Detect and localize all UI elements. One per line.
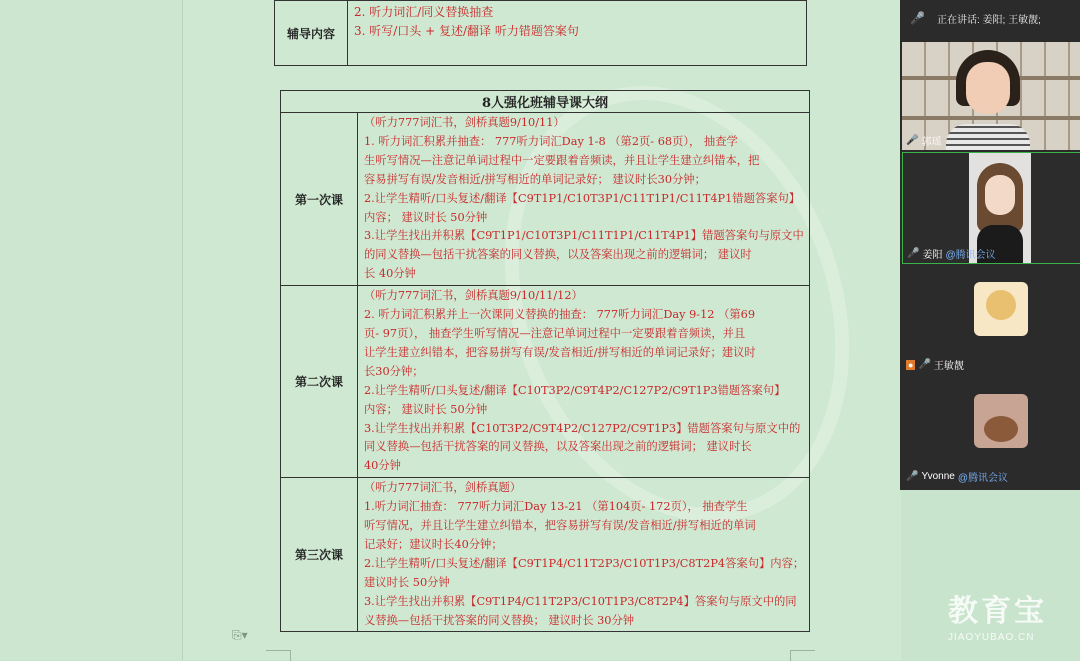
session-label: 第三次课 — [281, 478, 358, 632]
session-content — [358, 286, 810, 478]
microphone-speaking-icon: 🎤 — [907, 248, 920, 259]
paragraph-anchor-icon[interactable]: ⎘▾ — [232, 628, 248, 642]
session-line: 40分钟 — [364, 459, 401, 473]
session-line: （听力777词汇书，剑桥真题9/10/11/12） — [364, 289, 583, 303]
session-line: 内容； 建议时长 50分钟 — [364, 210, 488, 224]
session-row — [281, 113, 810, 286]
session-line: （听力777词汇书，剑桥真题） — [364, 481, 522, 495]
avatar — [974, 282, 1028, 336]
top-table-line: 3. 听写/口头 + 复述/翻译 听力错题答案句 — [354, 24, 579, 38]
session-line: 听写情况，并且让学生建立纠错本，把容易拼写有误/发音相近/拼写相近的单词 — [364, 519, 756, 533]
participant-name: 王敏靓 — [933, 361, 964, 372]
session-line: 容易拼写有误/发音相近/拼写相近的单词记录好； 建议时长30分钟； — [364, 172, 706, 186]
avatar — [974, 394, 1028, 448]
session-line: 1.听力词汇抽查： 777听力词汇Day 13-21 （第104页- 172页）， 抽查学生 — [364, 500, 748, 514]
session-label: 第一次课 — [281, 113, 358, 286]
session-line: 3.让学生找出并积累【C9T1P4/C11T2P3/C10T1P3/C8T2P4】答案句与原文中的同 — [364, 594, 797, 608]
brand-name: 教育宝 — [948, 595, 1047, 628]
session-line: 长30分钟； — [364, 364, 424, 378]
session-line: （听力777词汇书，剑桥真题9/10/11） — [364, 116, 565, 129]
session-line: 2.让学生精听/口头复述/翻译【C10T3P2/C9T4P2/C127P2/C9T1P3错题答案句】 — [364, 383, 786, 397]
page-corner-marker-right — [790, 650, 815, 661]
participant-name: 郭瑶 — [921, 137, 942, 148]
microphone-muted-icon: 🎤 — [906, 471, 919, 482]
participant-face — [966, 62, 1010, 114]
meeting-panel — [900, 0, 1080, 490]
participant-label — [906, 133, 941, 148]
participant-label — [906, 357, 964, 372]
table-title: 8人强化班辅导课大纲 — [281, 91, 810, 113]
speaking-label: 正在讲话: 姜阳; 王敏靓; — [936, 14, 1041, 26]
session-line: 2. 听力词汇积累并上一次课同义替换的抽查： 777听力词汇Day 9-12 （第69 — [364, 308, 756, 322]
session-line: 让学生建立纠错本，把容易拼写有误/发音相近/拼写相近的单词记录好；建议时 — [364, 345, 756, 359]
session-line: 2.让学生精听/口头复述/翻译【C9T1P4/C11T2P3/C10T1P3/C8T2P4答案句】内容； — [364, 556, 805, 570]
participant-face — [985, 175, 1015, 215]
brand-url: JIAOYUBAO.CN — [948, 632, 1035, 643]
session-line: 页- 97页）， 抽查学生听写情况—注意记单词过程中一定要跟着音频读，并且 — [364, 326, 746, 340]
session-line: 1. 听力词汇积累并抽查： 777听力词汇Day 1-8 （第2页- 68页）， 抽查学 — [364, 134, 738, 148]
speaking-indicator — [900, 0, 1080, 36]
session-row — [281, 478, 810, 632]
brand-watermark — [948, 586, 1047, 643]
top-table-label: 辅导内容 — [275, 1, 348, 66]
session-line: 的同义替换—包括干扰答案的同义替换，以及答案出现之前的逻辑词； 建议时 — [364, 248, 752, 262]
video-tile[interactable] — [902, 264, 1080, 374]
participant-label — [906, 469, 1008, 484]
session-line: 3.让学生找出并积累【C9T1P1/C10T3P1/C11T1P1/C11T4P1】错题答案句与原文中 — [364, 229, 804, 243]
session-line: 义替换—包括干扰答案的同义替换； 建议时长 30分钟 — [364, 613, 635, 627]
session-line: 2.让学生精听/口头复述/翻译【C9T1P1/C10T3P1/C11T1P1/C11T4P1错题答案句】 — [364, 191, 801, 205]
session-content — [358, 478, 810, 632]
host-icon: ● — [908, 359, 914, 370]
page-corner-marker-left — [266, 650, 291, 661]
top-table — [274, 0, 807, 66]
session-line: 记录好；建议时长40分钟； — [364, 537, 503, 551]
participant-label — [907, 246, 996, 261]
session-line: 生听写情况—注意记单词过程中一定要跟着音频读，并且让学生建立纠错本，把 — [364, 153, 760, 167]
session-line: 3.让学生找出并积累【C10T3P2/C9T4P2/C127P2/C9T1P3】错题答案句与原文中的 — [364, 421, 801, 435]
session-row — [281, 286, 810, 478]
shelf-plank — [902, 116, 1080, 120]
session-line: 内容； 建议时长 50分钟 — [364, 402, 488, 416]
session-line: 长 40分钟 — [364, 267, 416, 281]
participant-tag: @腾讯会议 — [945, 250, 996, 261]
session-line: 同义替换—包括干扰答案的同义替换，以及答案出现之前的逻辑词； 建议时长 — [364, 440, 752, 454]
participant-name: Yvonne — [921, 471, 955, 482]
course-outline-table — [280, 90, 810, 632]
participant-name: 姜阳 — [922, 250, 943, 261]
video-tile-active[interactable] — [902, 152, 1080, 264]
microphone-icon: 🎤 — [918, 359, 931, 370]
participant-tag: @腾讯会议 — [957, 473, 1008, 484]
microphone-icon: 🎤 — [910, 11, 925, 25]
top-table-line: 2. 听力词汇/同义替换抽查 — [354, 5, 494, 19]
video-tile[interactable] — [902, 42, 1080, 150]
session-line: 建议时长 50分钟 — [364, 575, 450, 589]
top-table-content — [348, 1, 807, 66]
session-label: 第二次课 — [281, 286, 358, 478]
microphone-icon: 🎤 — [906, 135, 919, 146]
participant-shirt — [946, 124, 1030, 150]
session-content — [358, 113, 810, 286]
video-tile[interactable] — [902, 376, 1080, 486]
